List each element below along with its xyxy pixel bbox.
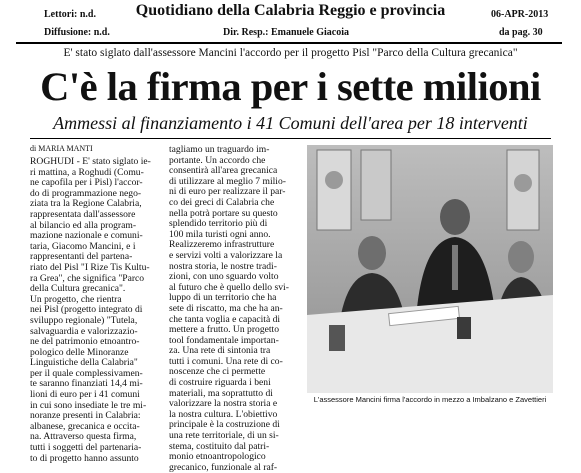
newspaper-masthead: Quotidiano della Calabria Reggio e provincia	[135, 2, 446, 19]
column-1-line: della Cultura grecanica".	[30, 283, 126, 295]
column-2-line: che tanta voglia e capacità di	[169, 313, 281, 325]
column-2-line: 100 mila turisti ogni anno.	[169, 228, 271, 240]
column-1-line: al bilancio ed alla program-	[30, 219, 137, 231]
column-1-line: ne del patrimonio etnoantro-	[30, 336, 140, 348]
article-kicker: E' stato siglato dall'assessore Mancini l'accordo per il progetto Pisl "Parco della Cultura grecanica"	[63, 47, 518, 59]
article-column-1	[30, 156, 164, 464]
column-1-line: taria, Giacomo Mancini, e i	[30, 240, 136, 252]
column-1-line: in cui sono insediate le tre mi-	[30, 399, 147, 411]
column-2-line: za. Una rete di sintonia tra	[169, 345, 271, 357]
issue-date: 06-APR-2013	[491, 9, 549, 20]
column-1-line: pologico delle Minoranze	[30, 346, 129, 358]
column-1-line: tutti i soggetti del partenaria-	[30, 442, 142, 454]
readers-count: Lettori: n.d.	[44, 9, 96, 20]
column-1-line: ri mattina, a Roghudi (Comu-	[30, 166, 144, 178]
column-2-line: monio etnoantropologico	[169, 451, 266, 463]
director-line: Dir. Resp.: Emanuele Giacoia	[223, 27, 350, 38]
column-2-line: una rete territoriale, di un si-	[169, 430, 279, 442]
column-1-line: do di programmazione nego-	[30, 187, 142, 199]
column-2-line: al futuro che è quello dello svi-	[169, 281, 289, 293]
column-1-line: ROGHUDI - E' stato siglato ie-	[30, 156, 151, 167]
header-rule	[16, 42, 562, 44]
signing-photo	[307, 145, 553, 393]
column-1-line: albanese, grecanica e occita-	[30, 420, 140, 432]
column-1-line: nei Pisl (progetto integrato di	[30, 304, 143, 316]
column-2-line: grecanico, funzionale al raf-	[169, 461, 278, 473]
column-2-line: principale è la costruzione di	[169, 419, 280, 431]
column-1-line: Linguistiche della Calabria"	[30, 357, 138, 369]
column-2-line: nella potrà portare su questo	[169, 207, 278, 219]
column-1-line: per il quale complessivamen-	[30, 367, 143, 379]
column-2-line: ni di euro per realizzare il par-	[169, 186, 286, 198]
column-2-line: noscenze che ci permette	[169, 366, 266, 378]
column-2-line: nostra storia, le nostre tradi-	[169, 260, 277, 272]
article-subheadline: Ammessi al finanziamento i 41 Comuni dell'area per 18 interventi	[53, 113, 528, 133]
column-2-line: e servizi volti a valorizzare la	[169, 249, 283, 261]
column-2-line: valorizzare la nostra storia e	[169, 398, 278, 410]
column-2-line: co dei greci di Calabria che	[169, 196, 275, 208]
column-1-line: ziata tra la Regione Calabria,	[30, 198, 142, 210]
column-1-line: noranze presenti in Calabria:	[30, 410, 141, 422]
column-1-line: salvaguardia e valorizzazio-	[30, 325, 138, 337]
column-2-line: materiali, ma soprattutto di	[169, 387, 273, 399]
column-1-line: rappresentata dall'assessore	[30, 208, 136, 220]
column-1-line: Un progetto, che rientra	[30, 293, 122, 305]
column-1-line: te saranno finanziati 14,4 mi-	[30, 378, 143, 390]
column-1-line: na. Attraverso questa firma,	[30, 431, 137, 443]
column-2-line: la nostra cultura. L'obiettivo	[169, 408, 278, 420]
subhead-rule	[30, 138, 551, 139]
column-2-line: portante. Un accordo che	[169, 154, 266, 166]
page-reference: da pag. 30	[499, 27, 543, 38]
column-2-line: di utilizzare al meglio 7 milio-	[169, 175, 286, 187]
column-2-line: sete di riscatto, ma che ha an-	[169, 302, 283, 314]
column-1-line: ra Grea", che significa "Parco	[30, 272, 145, 284]
column-1-line: to di progetto hanno assunto	[30, 452, 139, 464]
column-2-line: di costruire riguarda i beni	[169, 377, 271, 389]
column-1-line: sviluppo regionale) "Tutela,	[30, 314, 138, 326]
article-headline: C'è la firma per i sette milioni	[40, 64, 541, 109]
circulation-count: Diffusione: n.d.	[44, 27, 110, 38]
article-column-2	[169, 144, 303, 473]
column-2-line: Realizzeremo infrastrutture	[169, 239, 275, 251]
column-2-line: splendido territorio più di	[169, 218, 268, 230]
column-1-line: rappresentanti del partena-	[30, 251, 133, 263]
column-2-line: luppo di un territorio che ha	[169, 292, 277, 304]
column-2-line: tutti i comuni. Una rete di co-	[169, 355, 283, 367]
column-1-line: ne capofila per i Pisl) l'accor-	[30, 177, 143, 189]
column-1-line: lioni di euro per i 41 comuni	[30, 389, 140, 401]
column-1-line: mazione nazionale e comuni-	[30, 230, 143, 242]
photo-caption: L'assessore Mancini firma l'accordo in mezzo a Imbalzano e Zavettieri	[313, 395, 547, 404]
column-1-line: riato del Pisl "I Rize Tis Kultu-	[30, 261, 150, 273]
column-2-line: consentirà all'area grecanica	[169, 165, 278, 177]
column-2-line: tagliamo un traguardo im-	[169, 144, 270, 155]
article-byline: di MARIA MANTI	[30, 144, 93, 153]
column-2-line: stema, costituito dal patri-	[169, 440, 270, 452]
column-2-line: zioni, con uno sguardo volto	[169, 271, 279, 283]
column-2-line: mettere a frutto. Un progetto	[169, 324, 280, 336]
column-2-line: tool fondamentale importan-	[169, 334, 279, 346]
